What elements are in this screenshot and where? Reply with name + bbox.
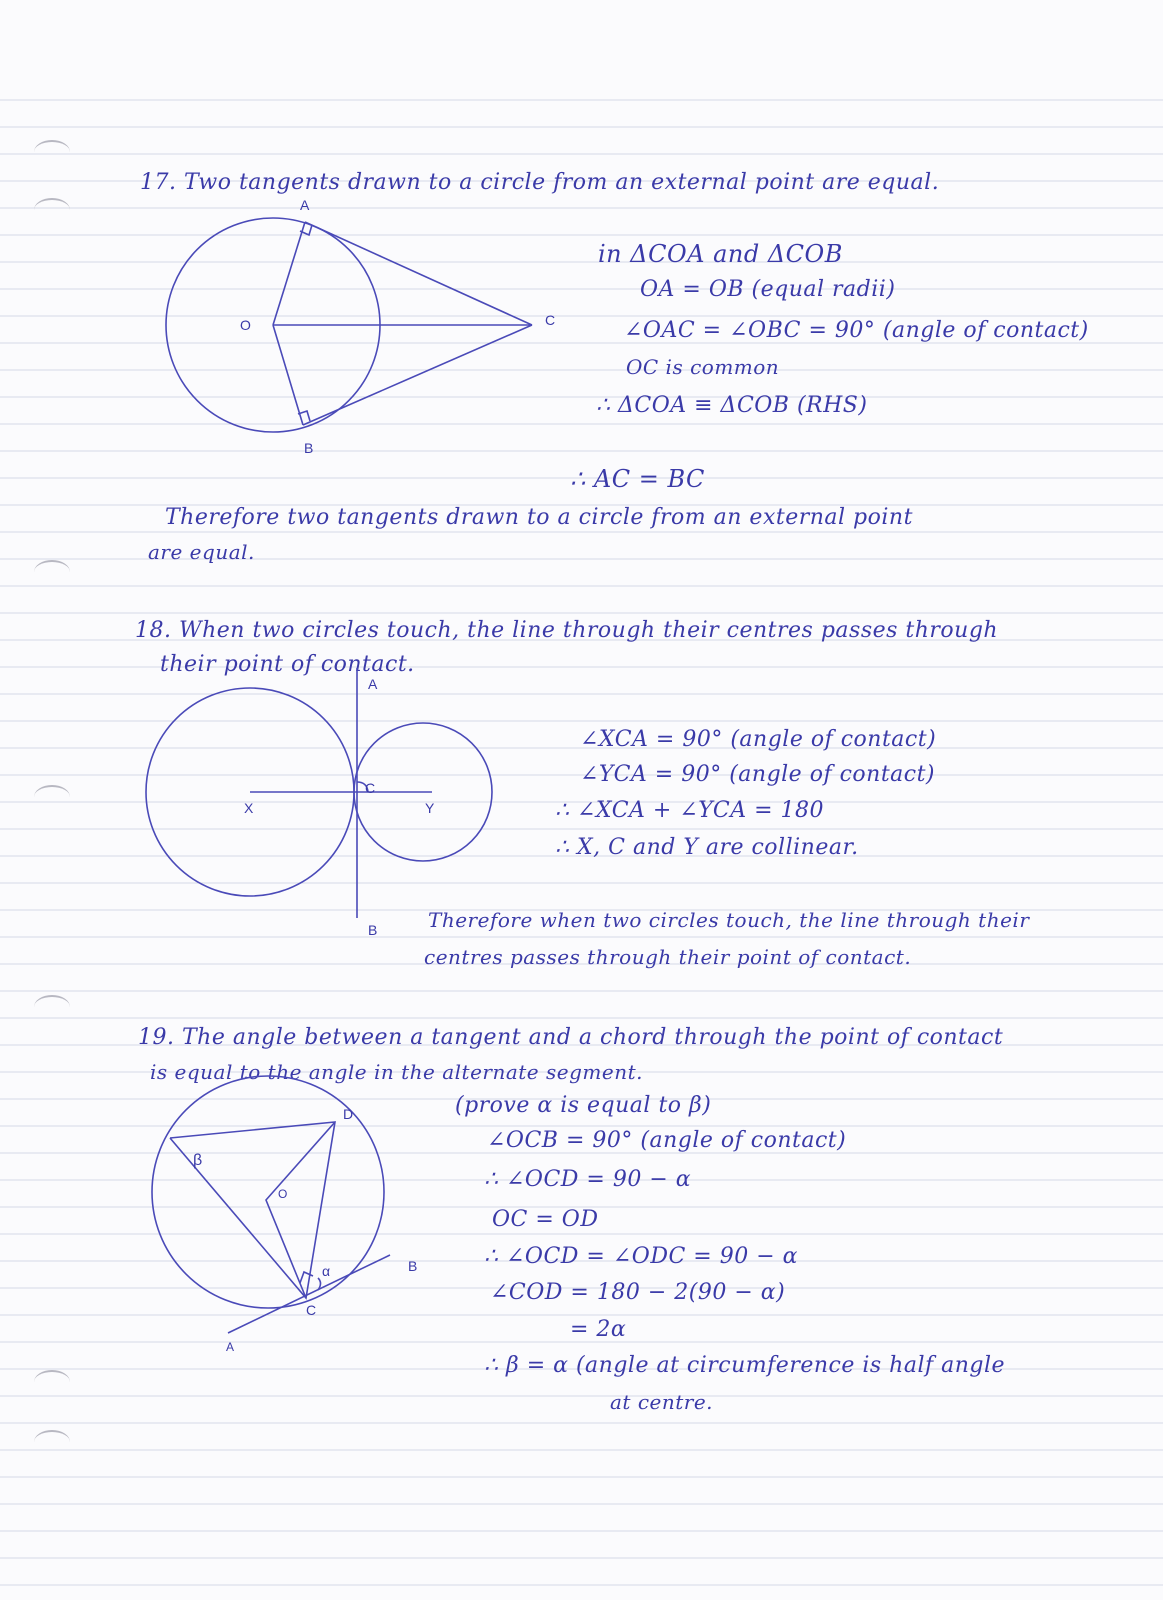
conclusion-18-line-1: Therefore when two circles touch, the line through their: [428, 908, 1030, 932]
label-X: X: [244, 800, 254, 816]
proof-19-line-3: ∴ ∠OCD = 90 − α: [484, 1167, 692, 1192]
label-C: C: [365, 780, 376, 796]
label-A: A: [300, 197, 310, 213]
label-D: D: [343, 1106, 354, 1122]
conclusion-17-line-1: Therefore two tangents drawn to a circle from an external point: [165, 505, 913, 530]
proof-17-line-6: ∴ AC = BC: [570, 465, 705, 493]
proof-17-line-4: OC is common: [626, 355, 780, 379]
proof-19-line-4: OC = OD: [492, 1207, 599, 1232]
label-O: O: [240, 317, 251, 333]
proof-17-line-3: ∠OAC = ∠OBC = 90° (angle of contact): [624, 318, 1089, 343]
label-alpha: α: [322, 1263, 331, 1279]
right-angle-mark-C: [300, 1272, 313, 1283]
label-B: B: [304, 440, 314, 456]
conclusion-18-line-2: centres passes through their point of contact.: [424, 945, 912, 969]
problem-19-heading-line-2: is equal to the angle in the alternate segment.: [150, 1060, 643, 1084]
label-B: B: [408, 1258, 418, 1274]
label-O: O: [278, 1187, 288, 1201]
tangent-AB: [228, 1255, 390, 1333]
proof-19-line-7: = 2α: [570, 1317, 627, 1342]
label-beta: β: [193, 1152, 203, 1169]
problem-18-heading-line-2: their point of contact.: [160, 652, 415, 677]
label-C: C: [306, 1302, 317, 1318]
label-B: B: [368, 922, 378, 938]
proof-17-line-1: in ΔCOA and ΔCOB: [598, 240, 843, 268]
proof-17-line-5: ∴ ΔCOA ≡ ΔCOB (RHS): [596, 393, 868, 418]
proof-19-line-6: ∠COD = 180 − 2(90 − α): [490, 1280, 786, 1305]
proof-19-line-9: at centre.: [610, 1390, 714, 1414]
problem-19-heading-line-1: 19. The angle between a tangent and a chord through the point of contact: [138, 1025, 1004, 1050]
proof-18-line-3: ∴ ∠XCA + ∠YCA = 180: [555, 798, 825, 823]
proof-18-line-4: ∴ X, C and Y are collinear.: [555, 835, 859, 860]
conclusion-17-line-2: are equal.: [148, 540, 255, 564]
proof-19-line-8: ∴ β = α (angle at circumference is half angle: [484, 1353, 1006, 1378]
proof-19-line-5: ∴ ∠OCD = ∠ODC = 90 − α: [484, 1244, 798, 1269]
triangle-BCD: [170, 1122, 335, 1298]
label-A: A: [368, 676, 378, 692]
problem-18-heading-line-1: 18. When two circles touch, the line through their centres passes through: [135, 618, 999, 643]
proof-19-line-1: (prove α is equal to β): [455, 1093, 712, 1118]
label-A: A: [226, 1340, 235, 1354]
proof-19-line-2: ∠OCB = 90° (angle of contact): [487, 1128, 847, 1153]
label-Y: Y: [425, 800, 435, 816]
label-C: C: [545, 312, 556, 328]
proof-18-line-1: ∠XCA = 90° (angle of contact): [580, 727, 937, 752]
proof-17-line-2: OA = OB (equal radii): [640, 277, 896, 302]
problem-17-heading: 17. Two tangents drawn to a circle from an external point are equal.: [140, 170, 940, 195]
proof-18-line-2: ∠YCA = 90° (angle of contact): [580, 762, 936, 787]
